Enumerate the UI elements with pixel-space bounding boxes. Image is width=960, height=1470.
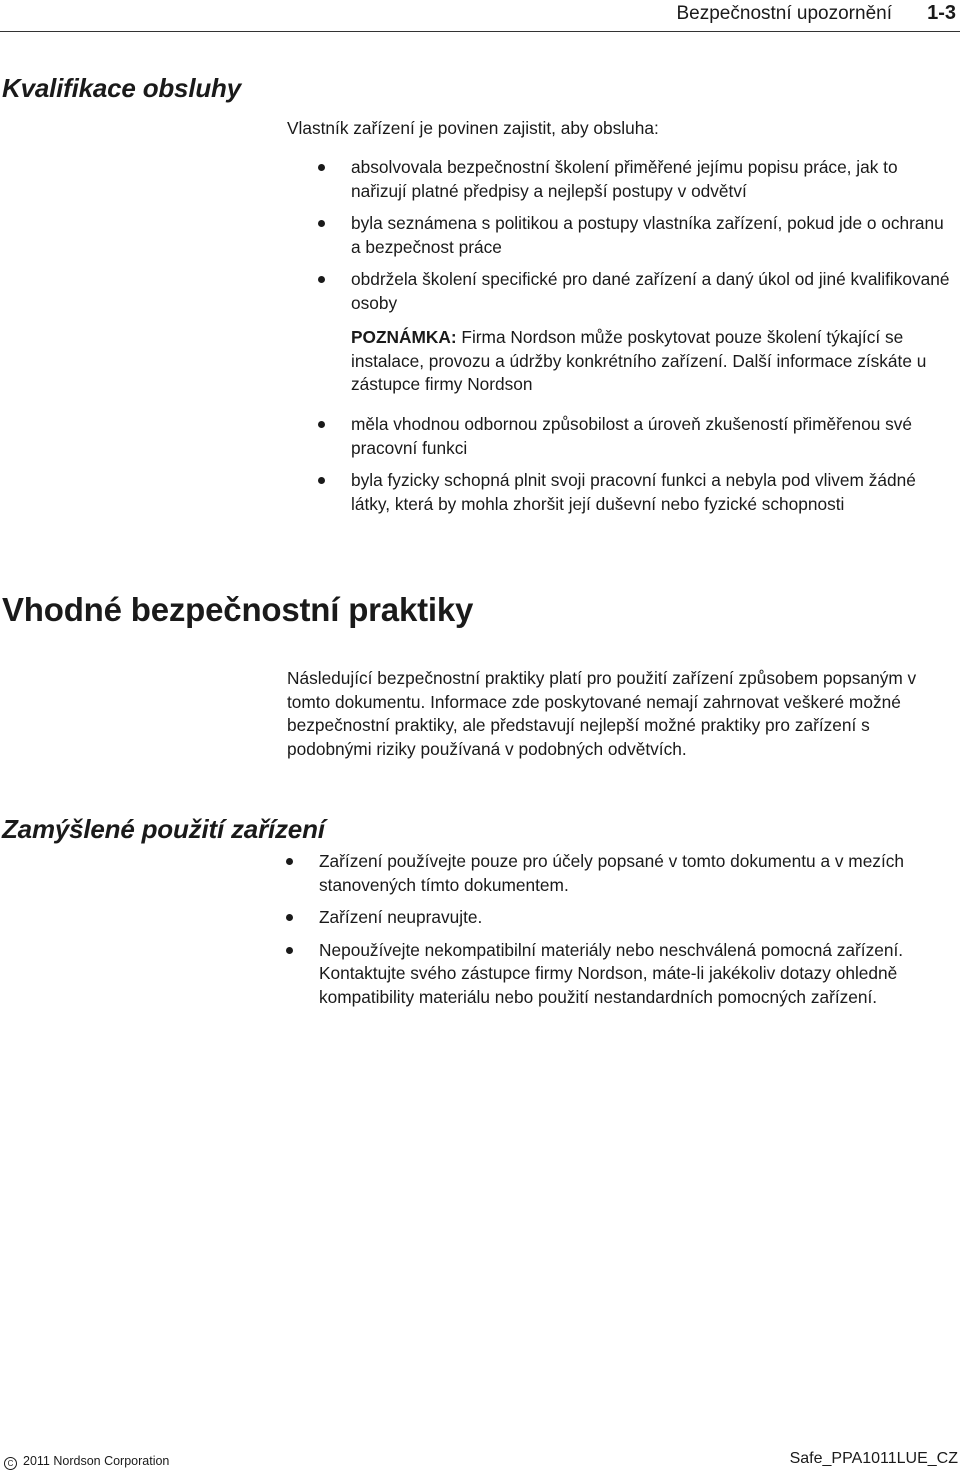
list-item-text: Zařízení používejte pouze pro účely popsané v tomto dokumentu a v mezích stanovených tímto dokumentem. <box>319 851 905 895</box>
bullet-icon <box>286 914 293 921</box>
list-item <box>319 850 934 897</box>
list-item-text: měla vhodnou odbornou způsobilost a úroveň zkušeností přiměřenou své pracovní funkci <box>351 414 913 458</box>
heading-vhodne-bezpecnostni-praktiky: Vhodné bezpečnostní praktiky <box>2 591 474 628</box>
heading-zamyslene-pouziti-zarizeni: Zamýšlené použití zařízení <box>2 814 325 844</box>
bullet-icon <box>318 164 325 171</box>
section1-list-b <box>351 413 956 516</box>
note-label: POZNÁMKA: <box>351 327 457 347</box>
bullet-icon <box>286 858 293 865</box>
section1-list-a <box>351 156 956 316</box>
list-item <box>351 268 956 315</box>
list-item <box>351 469 956 516</box>
list-item-text: byla seznámena s politikou a postupy vlastníka zařízení, pokud jde o ochranu a bezpečnost práce <box>351 213 944 257</box>
note-block <box>351 326 951 397</box>
bullet-icon <box>318 421 325 428</box>
copyright-icon: C <box>4 1457 17 1470</box>
list-item <box>319 906 934 930</box>
list-item-text: Zařízení neupravujte. <box>319 907 483 928</box>
document-code: Safe_PPA1011LUE_CZ <box>789 1450 958 1467</box>
page-footer <box>0 1450 960 1469</box>
bullet-icon <box>318 220 325 227</box>
heading-kvalifikace-obsluhy: Kvalifikace obsluhy <box>2 73 241 103</box>
section3-list <box>319 850 934 1010</box>
list-item <box>319 939 934 1010</box>
bullet-icon <box>286 947 293 954</box>
section2-paragraph: Následující bezpečnostní praktiky platí pro použití zařízení způsobem popsaným v tomto dokumentu. Informace zde poskytované nemají zahrnovat veškeré možné bezpečnostní praktiky, ale představují nejlepší možné praktiky pro zařízení s podobnými riziky používaná v podobných odvětvích. <box>287 668 917 759</box>
list-item-text: absolvovala bezpečnostní školení přiměřené jejímu popisu práce, jak to nařizují platné předpisy a nejlepší postupy v odvětví <box>351 157 898 201</box>
note-text: Firma Nordson může poskytovat pouze školení týkající se instalace, provozu a údržby konkrétního zařízení. Další informace získáte u zástupce firmy Nordson <box>351 327 927 395</box>
list-item-text: byla fyzicky schopná plnit svoji pracovní funkci a nebyla pod vlivem žádné látky, která by mohla zhoršit její duševní nebo fyzické schopnosti <box>351 470 916 514</box>
list-item <box>351 413 956 460</box>
copyright <box>4 1454 169 1470</box>
header-rule <box>0 31 960 32</box>
list-item-text: obdržela školení specifické pro dané zařízení a daný úkol od jiné kvalifikované osoby <box>351 269 950 313</box>
page-header <box>0 0 960 31</box>
list-item-text: Nepoužívejte nekompatibilní materiály nebo neschválená pomocná zařízení. Kontaktujte svého zástupce firmy Nordson, máte-li jakékoliv dotazy ohledně kompatibility materiálu nebo použití nestandardních pomocných zařízení. <box>319 939 904 1007</box>
section1-intro: Vlastník zařízení je povinen zajistit, aby obsluha: <box>287 118 659 138</box>
header-title: Bezpečnostní upozornění <box>676 3 892 24</box>
bullet-icon <box>318 276 325 283</box>
bullet-icon <box>318 477 325 484</box>
page-number: 1-3 <box>927 2 956 24</box>
copyright-text: 2011 Nordson Corporation <box>23 1454 170 1468</box>
list-item <box>351 156 956 203</box>
list-item <box>351 212 956 259</box>
